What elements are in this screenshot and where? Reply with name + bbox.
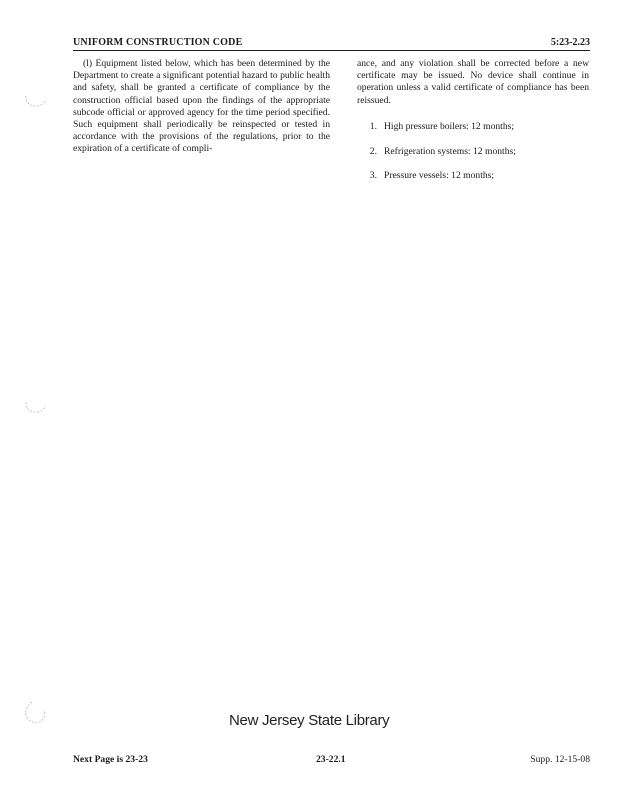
footer-page-number: 23-22.1 — [316, 754, 346, 765]
left-column — [73, 58, 330, 156]
list-item-text: Refrigeration systems: 12 months; — [384, 145, 516, 157]
binder-hole-mark — [22, 398, 50, 418]
list-item-text: Pressure vessels: 12 months; — [384, 170, 495, 182]
footer-next-page: Next Page is 23-23 — [73, 754, 148, 765]
list-item-text: High pressure boilers: 12 months; — [384, 120, 515, 132]
equipment-list — [357, 121, 589, 183]
binder-hole-mark — [22, 92, 50, 112]
running-header-section: 5:23-2.23 — [550, 37, 590, 48]
header-rule — [73, 50, 590, 51]
list-item-number: 1. — [369, 120, 377, 132]
list-item — [357, 170, 589, 182]
right-column — [357, 58, 589, 195]
list-item-number: 3. — [369, 170, 377, 182]
equipment-paragraph: (l) Equipment listed below, which has been determined by the Department to create a significant potential hazard to public health and safety, shall be granted a certificate of compliance by the construction official based upon the findings of the appropriate subcode official or approved agency for the time period specified. Such equipment shall periodically be reinspected or tested in accordance with the provisions of the regulations, prior to the expiration of a certificate of compli- — [73, 58, 330, 155]
running-header-title: UNIFORM CONSTRUCTION CODE — [73, 37, 243, 48]
footer-supplement: Supp. 12-15-08 — [530, 754, 590, 765]
list-item — [357, 146, 589, 158]
library-stamp: New Jersey State Library — [229, 712, 390, 729]
continuation-paragraph: ance, and any violation shall be corrected before a new certificate may be issued. No device shall continue in operation unless a valid certificate of compliance has been reissued. — [357, 58, 589, 106]
list-item — [357, 121, 589, 133]
binder-hole-mark — [22, 700, 50, 726]
list-item-number: 2. — [369, 145, 377, 157]
